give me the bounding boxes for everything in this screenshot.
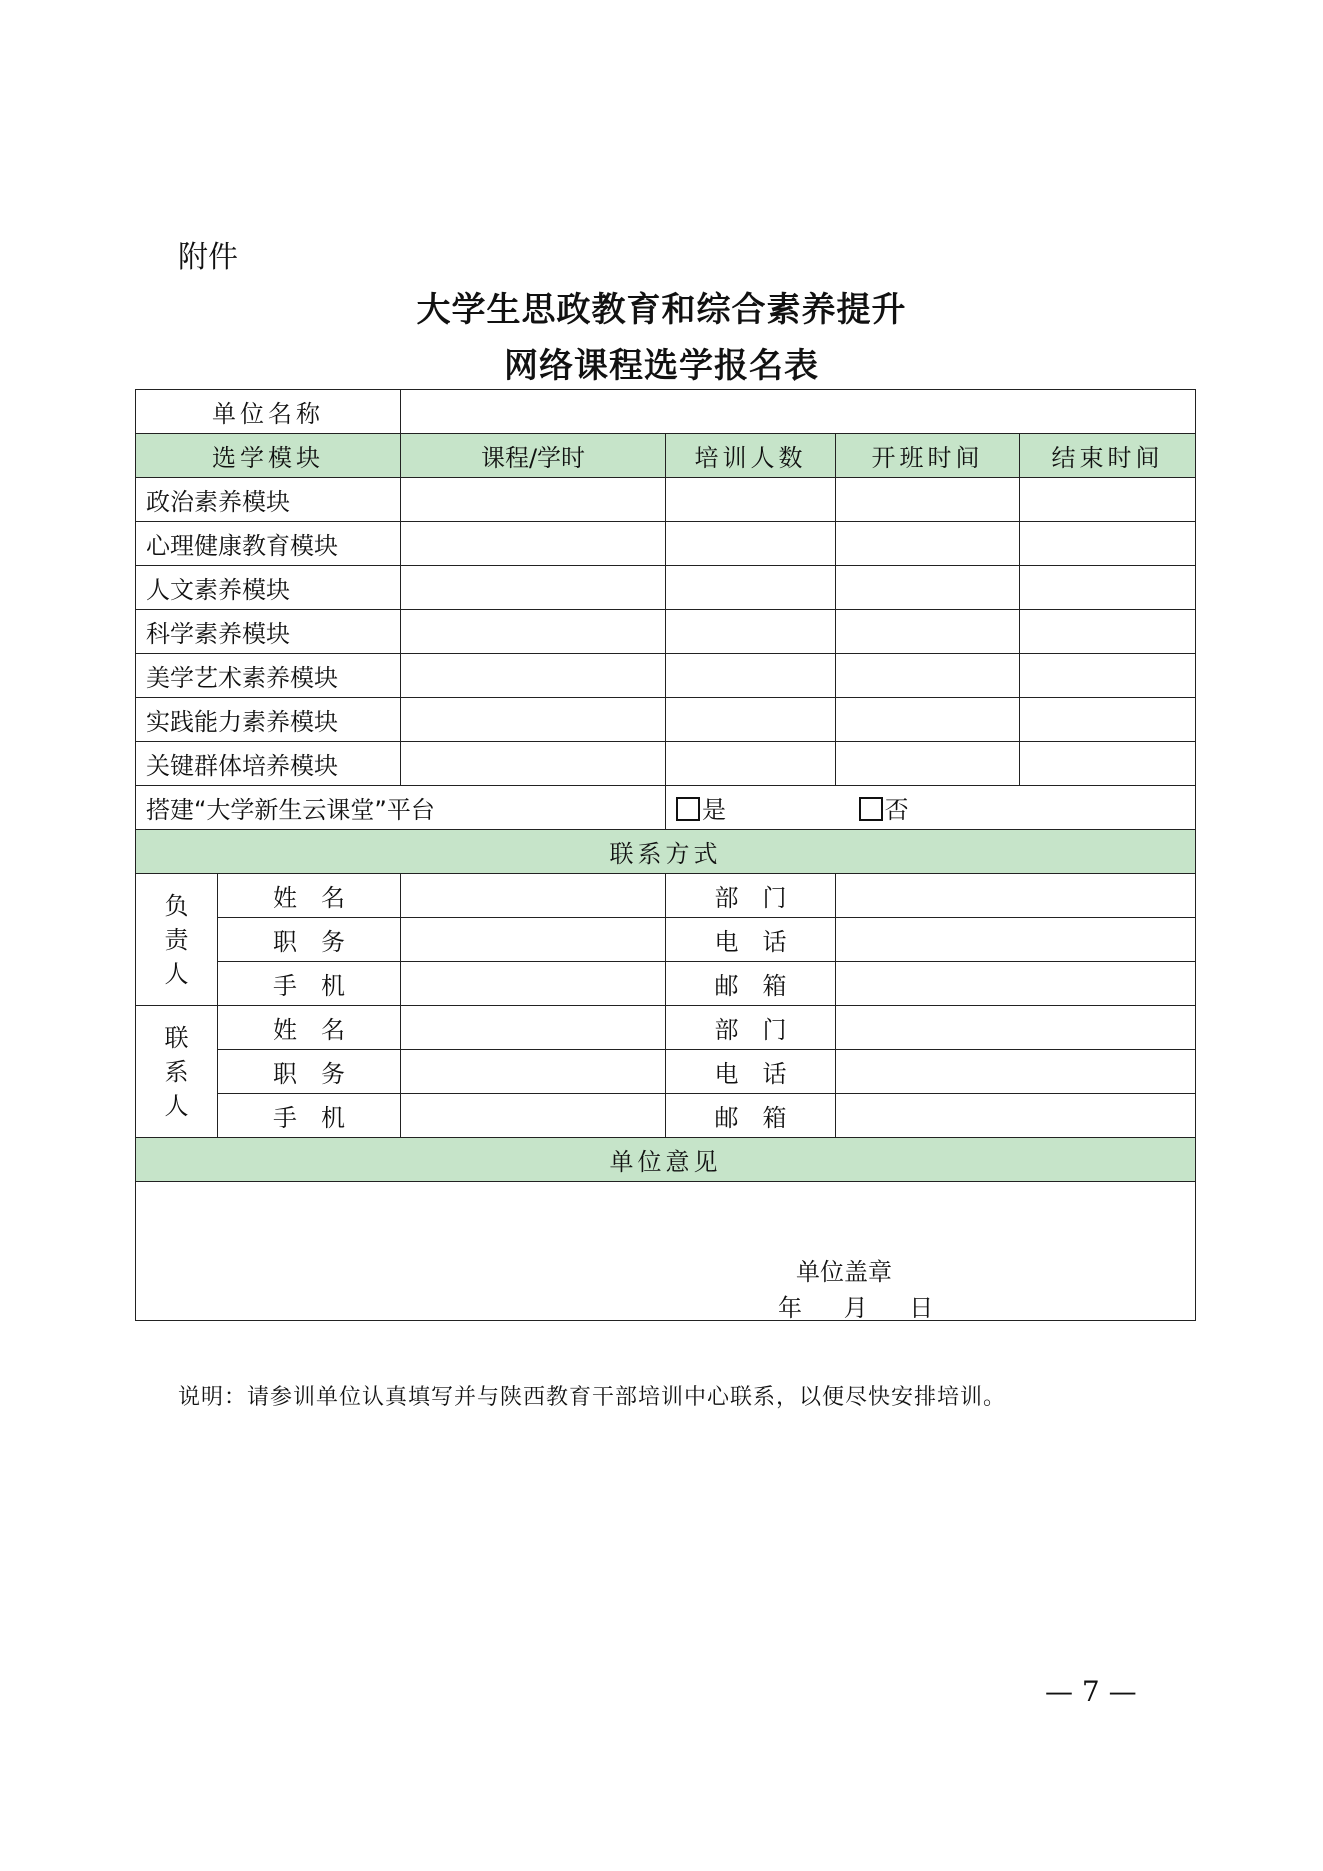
end-time-cell[interactable] [1020,654,1196,698]
course-hours-cell[interactable] [401,478,666,522]
course-hours-cell[interactable] [401,522,666,566]
module-name: 科学素养模块 [136,610,401,654]
module-row [136,610,1196,654]
field-email-label: 邮 箱 [666,962,836,1006]
course-hours-cell[interactable] [401,698,666,742]
end-time-cell[interactable] [1020,566,1196,610]
start-time-cell[interactable] [836,566,1020,610]
header-course-hours: 课程/学时 [401,434,666,478]
course-hours-cell[interactable] [401,654,666,698]
contact-mobile-field[interactable] [401,1094,666,1138]
contact-row [136,918,1196,962]
field-position-label: 职 务 [218,918,401,962]
module-name: 关键群体培养模块 [136,742,401,786]
start-time-cell[interactable] [836,698,1020,742]
form-title-line1: 大学生思政教育和综合素养提升 [416,290,907,330]
module-row [136,522,1196,566]
form-title-line2: 网络课程选学报名表 [504,346,819,386]
opinion-field[interactable] [136,1182,1196,1321]
end-time-cell[interactable] [1020,698,1196,742]
responsible-email-field[interactable] [836,962,1196,1006]
trainee-count-cell[interactable] [666,566,836,610]
opinion-section-title: 单位意见 [136,1138,1196,1182]
responsible-dept-field[interactable] [836,874,1196,918]
start-time-cell[interactable] [836,610,1020,654]
trainee-count-cell[interactable] [666,654,836,698]
option-no-label: 否 [884,796,909,824]
vertical-char: 责 [164,925,189,954]
responsible-name-field[interactable] [401,874,666,918]
registration-form-table [135,389,1196,1321]
module-row [136,566,1196,610]
option-no[interactable] [859,790,909,825]
checkbox-icon[interactable] [859,797,883,821]
course-hours-cell[interactable] [401,566,666,610]
field-dept-label: 部 门 [666,1006,836,1050]
contact-phone-field[interactable] [836,1050,1196,1094]
vertical-char: 联 [164,1023,189,1052]
trainee-count-cell[interactable] [666,698,836,742]
end-time-cell[interactable] [1020,610,1196,654]
field-phone-label: 电 话 [666,918,836,962]
header-module: 选学模块 [136,434,401,478]
contact-dept-field[interactable] [836,1006,1196,1050]
module-name: 人文素养模块 [136,566,401,610]
trainee-count-cell[interactable] [666,522,836,566]
platform-row [136,786,1196,830]
opinion-section-row [136,1138,1196,1182]
vertical-char: 人 [164,959,189,988]
field-name-label: 姓 名 [218,874,401,918]
date-day: 日 [909,1294,934,1322]
header-start-time: 开班时间 [836,434,1020,478]
seal-label: 单位盖章 [796,1258,892,1286]
responsible-phone-field[interactable] [836,918,1196,962]
date-month: 月 [843,1294,868,1322]
header-trainee-count: 培训人数 [666,434,836,478]
contact-row [136,1094,1196,1138]
field-position-label: 职 务 [218,1050,401,1094]
module-name: 心理健康教育模块 [136,522,401,566]
contact-row [136,874,1196,918]
module-row [136,654,1196,698]
course-hours-cell[interactable] [401,742,666,786]
attachment-label: 附件 [178,240,238,275]
field-dept-label: 部 门 [666,874,836,918]
trainee-count-cell[interactable] [666,610,836,654]
end-time-cell[interactable] [1020,522,1196,566]
module-row [136,698,1196,742]
page-number: — 7 — [1045,1675,1137,1708]
module-header-row [136,434,1196,478]
checkbox-icon[interactable] [676,797,700,821]
date-year: 年 [778,1294,802,1322]
contact-row [136,1050,1196,1094]
contact-position-field[interactable] [401,1050,666,1094]
contact-row [136,1006,1196,1050]
unit-name-row [136,390,1196,434]
field-phone-label: 电 话 [666,1050,836,1094]
responsible-position-field[interactable] [401,918,666,962]
module-row [136,742,1196,786]
contact-name-field[interactable] [401,1006,666,1050]
start-time-cell[interactable] [836,522,1020,566]
option-yes[interactable] [676,790,851,825]
end-time-cell[interactable] [1020,478,1196,522]
vertical-char: 系 [164,1057,189,1086]
start-time-cell[interactable] [836,654,1020,698]
contact-person-label [136,1006,218,1138]
responsible-person-label [136,874,218,1006]
module-name: 政治素养模块 [136,478,401,522]
vertical-char: 人 [164,1091,189,1120]
opinion-row [136,1182,1196,1321]
form-note: 说明：请参训单位认真填写并与陕西教育干部培训中心联系，以便尽快安排培训。 [178,1385,1007,1410]
contact-section-title: 联系方式 [136,830,1196,874]
header-end-time: 结束时间 [1020,434,1196,478]
field-mobile-label: 手 机 [218,1094,401,1138]
module-name: 实践能力素养模块 [136,698,401,742]
vertical-char: 负 [164,891,189,920]
option-yes-label: 是 [702,796,726,824]
field-name-label: 姓 名 [218,1006,401,1050]
contact-row [136,962,1196,1006]
date-line [778,1288,967,1323]
contact-section-row [136,830,1196,874]
field-mobile-label: 手 机 [218,962,401,1006]
start-time-cell[interactable] [836,478,1020,522]
course-hours-cell[interactable] [401,610,666,654]
unit-name-label: 单位名称 [136,390,401,434]
unit-name-field[interactable] [401,390,1196,434]
module-name: 美学艺术素养模块 [136,654,401,698]
trainee-count-cell[interactable] [666,478,836,522]
platform-question: 搭建“大学新生云课堂”平台 [136,786,666,830]
contact-email-field[interactable] [836,1094,1196,1138]
platform-options [666,786,1196,830]
field-email-label: 邮 箱 [666,1094,836,1138]
module-row [136,478,1196,522]
trainee-count-cell[interactable] [666,742,836,786]
start-time-cell[interactable] [836,742,1020,786]
end-time-cell[interactable] [1020,742,1196,786]
responsible-mobile-field[interactable] [401,962,666,1006]
